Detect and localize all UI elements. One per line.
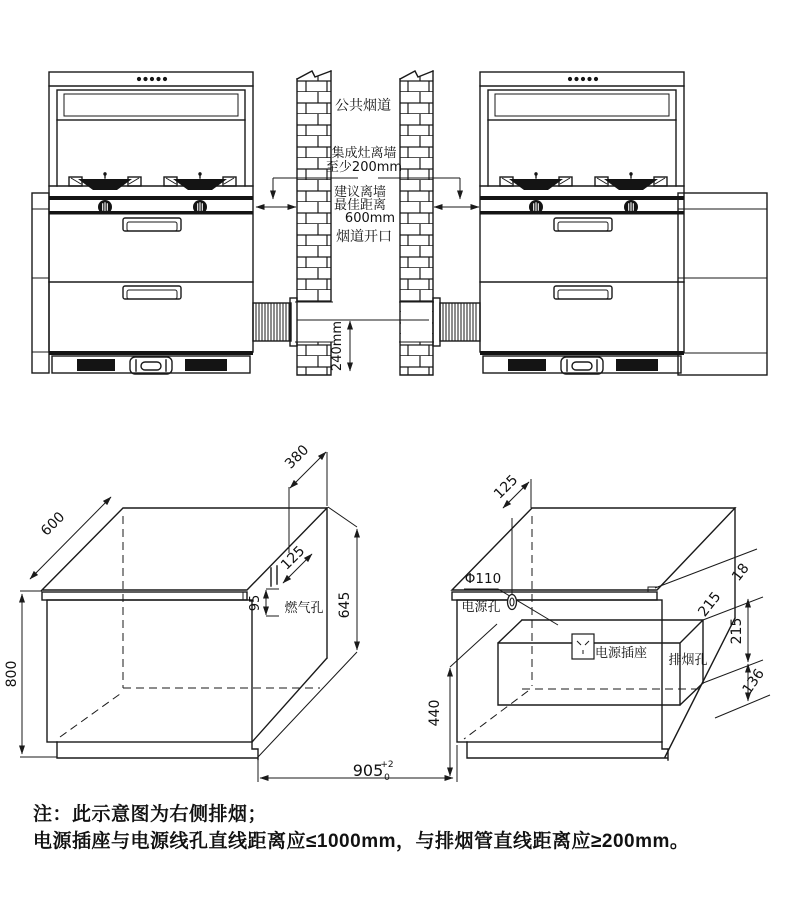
front-view-labels <box>326 97 402 371</box>
dim-125-left: 125 <box>278 543 309 574</box>
cabinet-cutout-left-iso <box>4 442 357 760</box>
dim-18: 18 <box>729 560 753 585</box>
duct-left <box>253 298 333 346</box>
footnote-line2: 电源插座与电源线孔直线距离应≤1000mm，与排烟管直线距离应≥200mm。 <box>33 831 690 852</box>
label-flue-opening: 烟道开口 <box>336 229 392 245</box>
right-stove <box>480 72 684 374</box>
label-gas-hole: 燃气孔 <box>284 601 324 616</box>
dim-136: 136 <box>739 666 768 698</box>
dim-125-right: 125 <box>491 472 522 503</box>
dim-hole-dia: Φ110 <box>464 571 502 587</box>
label-power-socket: 电源插座 <box>594 646 648 661</box>
gas-hole-slot <box>271 566 277 586</box>
label-duct-drop: 240mm <box>330 320 345 372</box>
power-hole-grommet <box>508 595 517 610</box>
dim-95: 95 <box>248 594 263 612</box>
right-cabinet <box>678 193 767 375</box>
power-socket-symbol <box>572 634 594 659</box>
dim-645: 645 <box>337 591 353 619</box>
label-public-flue: 公共烟道 <box>335 98 391 114</box>
left-cabinet <box>32 193 49 373</box>
dim-600: 600 <box>38 509 69 540</box>
label-wall-min-1: 集成灶离墙 <box>331 146 397 161</box>
front-view <box>32 58 767 375</box>
footnote <box>33 801 778 855</box>
dim-215-vertical: 215 <box>729 617 745 645</box>
label-wall-min-2: 至少200mm <box>325 160 403 175</box>
label-exhaust-hole: 排烟孔 <box>668 653 708 668</box>
label-suggest-3: 600mm <box>344 211 396 226</box>
footnote-line1: 注：此示意图为右侧排烟； <box>33 804 268 825</box>
dim-800: 800 <box>4 660 20 688</box>
label-power-hole: 电源孔 <box>461 600 501 615</box>
dim-215-diagonal: 215 <box>695 589 725 620</box>
dim-380: 380 <box>282 442 313 473</box>
dim-905-tol-plus: +2 <box>380 760 394 770</box>
cabinet-cutout-right-iso <box>258 472 770 783</box>
label-suggest-2: 最佳距离 <box>333 198 387 213</box>
dim-905-tol-zero: 0 <box>384 773 390 783</box>
left-stove <box>49 72 253 374</box>
dim-905: 905 <box>352 761 384 780</box>
label-suggest-1: 建议离墙 <box>333 185 387 200</box>
dim-440: 440 <box>427 699 443 727</box>
duct-right <box>399 298 480 346</box>
